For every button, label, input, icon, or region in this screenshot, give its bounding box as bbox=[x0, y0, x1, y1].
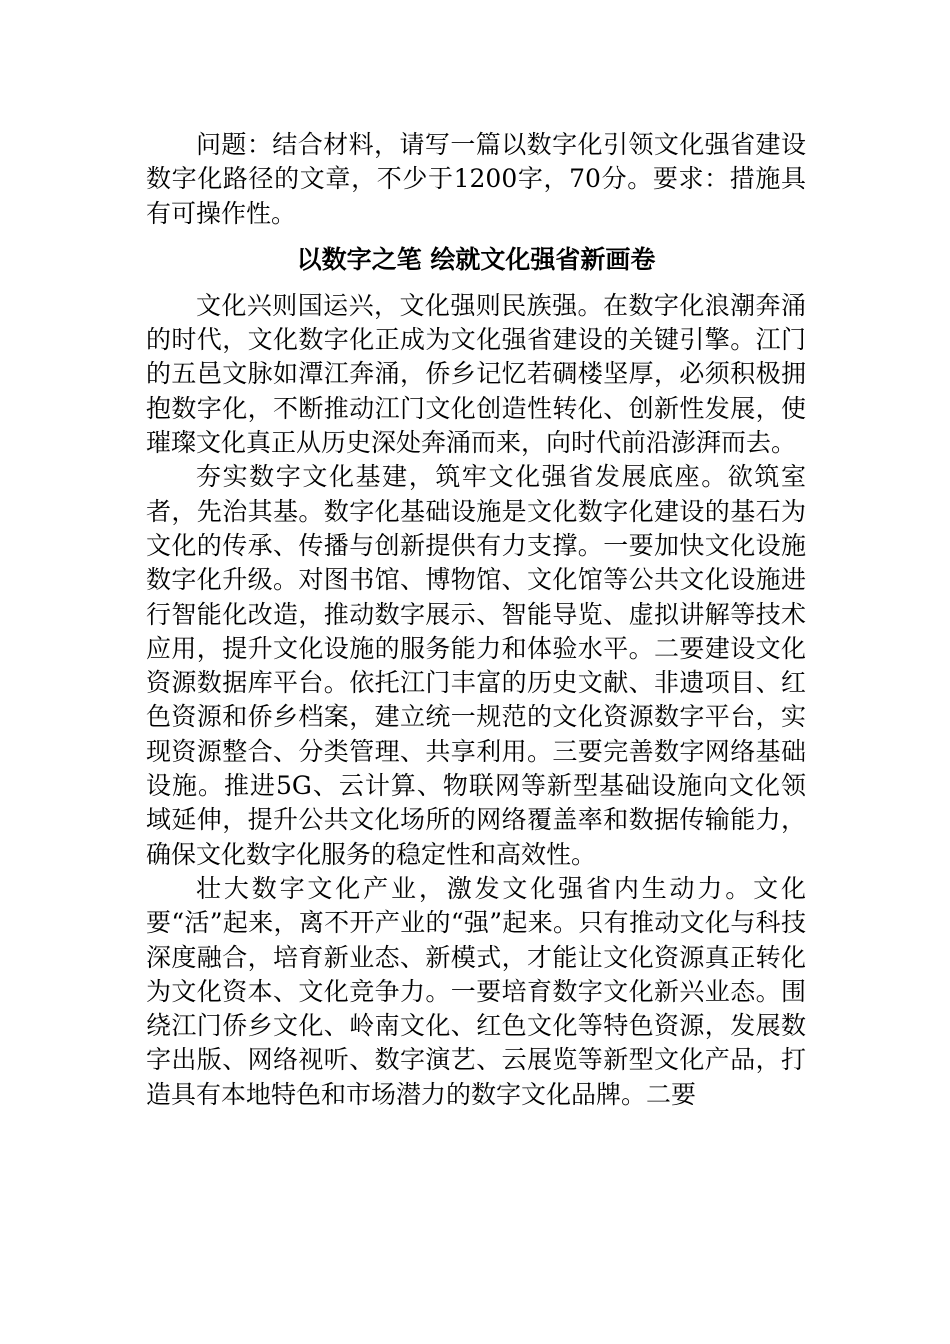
question-paragraph: 问题：结合材料，请写一篇以数字化引领文化强省建设数字化路径的文章，不少于1200字，70分。要求：措施具有可操作性。 bbox=[146, 130, 806, 228]
body-paragraph-3: 壮大数字文化产业，激发文化强省内生动力。文化要“活”起来，离不开产业的“强”起来。只有推动文化与科技深度融合，培育新业态、新模式，才能让文化资源真正转化为文化资本、文化竞争力。一要培育数字文化新兴业态。围绕江门侨乡文化、岭南文化、红色文化等特色资源，发展数字出版、网络视听、数字演艺、云展览等新型文化产品，打造具有本地特色和市场潜力的数字文化品牌。二要 bbox=[146, 873, 806, 1109]
document-page bbox=[146, 128, 806, 1112]
article-title: 以数字之笔 绘就文化强省新画卷 bbox=[296, 244, 656, 274]
body-paragraph-1: 文化兴则国运兴，文化强则民族强。在数字化浪潮奔涌的时代，文化数字化正成为文化强省建设的关键引擎。江门的五邑文脉如潭江奔涌，侨乡记忆若碉楼坚厚，必须积极拥抱数字化，不断推动江门文化创造性转化、创新性发展，使璀璨文化真正从历史深处奔涌而来，向时代前沿澎湃而去。 bbox=[146, 290, 806, 458]
body-paragraph-2: 夯实数字文化基建，筑牢文化强省发展底座。欲筑室者，先治其基。数字化基础设施是文化数字化建设的基石为文化的传承、传播与创新提供有力支撑。一要加快文化设施数字化升级。对图书馆、博物馆、文化馆等公共文化设施进行智能化改造，推动数字展示、智能导览、虚拟讲解等技术应用，提升文化设施的服务能力和体验水平。二要建设文化资源数据库平台。依托江门丰富的历史文献、非遗项目、红色资源和侨乡档案，建立统一规范的文化资源数字平台，实现资源整合、分类管理、共享利用。三要完善数字网络基础设施。推进5G、云计算、物联网等新型基础设施向文化领域延伸，提升公共文化场所的网络覆盖率和数据传输能力，确保文化数字化服务的稳定性和高效性。 bbox=[146, 462, 806, 869]
